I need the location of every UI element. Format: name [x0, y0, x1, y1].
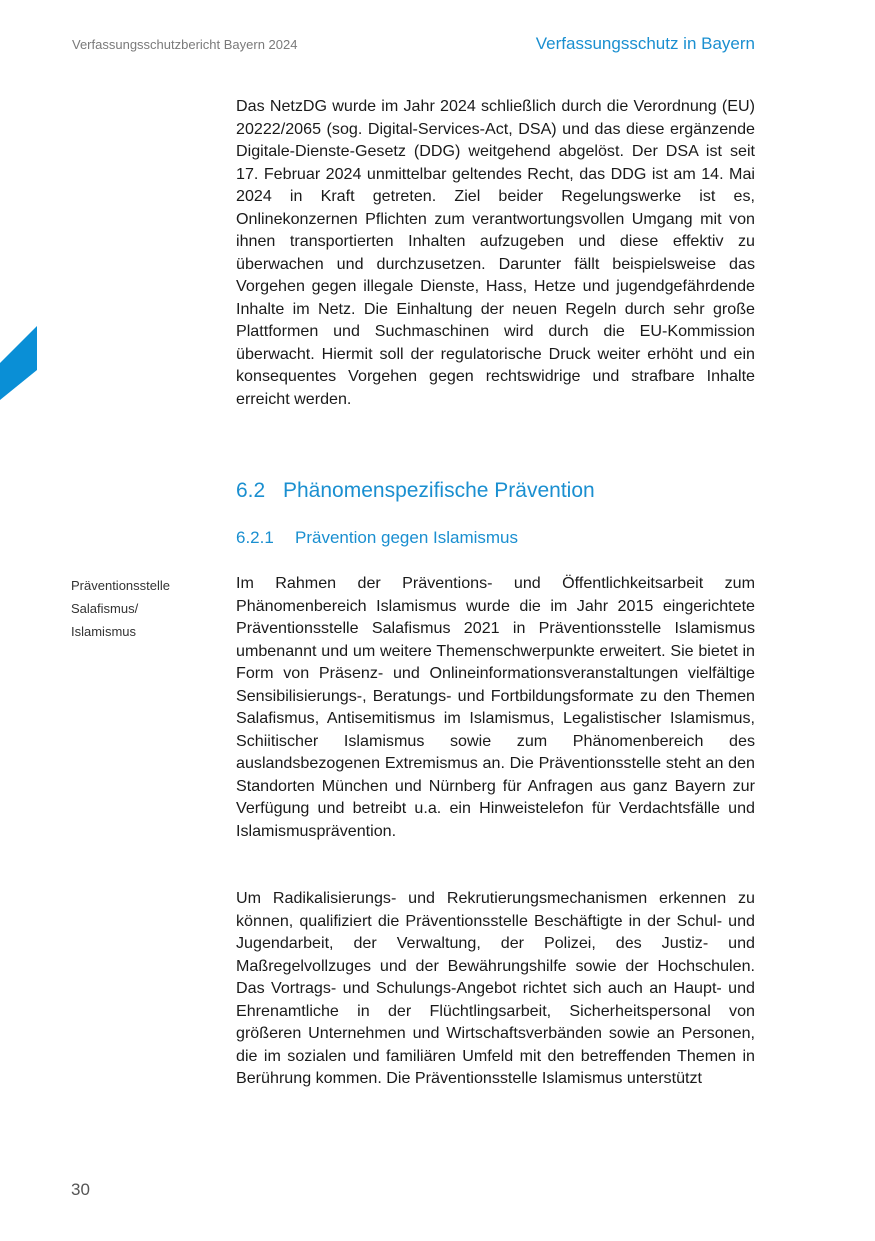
chapter-tab-marker	[0, 326, 37, 400]
page-number: 30	[71, 1180, 90, 1199]
paragraph-netzdg: Das NetzDG wurde im Jahr 2024 schließlich durch die Verordnung (EU) 20222/2065 (sog. Digital-Services-Act, DSA) und das diese ergänzende Digitale-Dienste-Gesetz (DDG) weitgehend abgelöst. Der DSA ist seit 17. Februar 2024 unmittelbar geltendes Recht, das DDG ist am 14. Mai 2024 in Kraft getreten. Ziel beider Regelungswerke ist es, Onlinekonzernen Pflichten zum verantwortungsvollen Umgang mit von ihnen transportierten Inhalten aufzugeben und diese effektiv zu überwachen und durchzusetzen. Darunter fällt beispielsweise das Vorgehen gegen illegale Dienste, Hass, Hetze und jugendgefährdende Inhalte im Netz. Die Einhaltung der neuen Regeln durch sehr große Plattformen und Suchmaschinen wird durch die EU-Kommission überwacht. Hiermit soll der regulatorische Druck weiter erhöht und ein konsequentes Vorgehen gegen rechtswidrige und strafbare Inhalte erreicht werden.	[236, 97, 755, 408]
margin-note-line: Salafismus/	[71, 601, 139, 616]
margin-note-line: Präventionsstelle	[71, 578, 170, 593]
margin-note	[71, 574, 221, 643]
section-heading	[236, 479, 595, 503]
paragraph-praeventionsstelle: Im Rahmen der Präventions- und Öffentlichkeitsarbeit zum Phänomenbereich Islamismus wurde die im Jahr 2015 eingerichtete Präventionsstelle Salafismus 2021 in Präventionsstelle Islamismus umbenannt und um weitere Themenschwerpunkte erweitert. Sie bietet in Form von Präsenz- und Onlineinformationsveranstaltungen vielfältige Sensibilisierungs-, Beratungs- und Fortbildungsformate zu den Themen Salafismus, Antisemitismus im Islamismus, Legalistischer Islamismus, Schiitischer Islamismus sowie zum Phänomenbereich des auslandsbezogenen Extremismus an. Die Präventionsstelle steht an den Standorten München und Nürnberg für Anfragen aus ganz Bayern zur Verfügung und betreibt u.a. ein Hinweistelefon für Verdachtsfälle und Islamismusprävention.	[236, 574, 755, 840]
section-title: Phänomenspezifische Prävention	[283, 479, 595, 502]
chapter-tab-shape	[0, 326, 37, 400]
paragraph-radikalisierung: Um Radikalisierungs- und Rekrutierungsmechanismen erkennen zu können, qualifiziert die Präventionsstelle Beschäftigte in der Schul- und Jugendarbeit, der Verwaltung, der Polizei, des Justiz- und Maßregelvollzuges und der Bewährungshilfe sowie der Hochschulen. Das Vortrags- und Schulungs-Angebot richtet sich auch an Haupt- und Ehrenamtliche in der Flüchtlingsarbeit, Sicherheitspersonal von größeren Unternehmen und Wirtschaftsverbänden sowie an Personen, die im sozialen und familiären Umfeld mit den betreffenden Themen in Berührung kommen. Die Präventionsstelle Islamismus unterstützt	[236, 889, 755, 1087]
subsection-heading	[236, 528, 518, 548]
running-header-section-title: Verfassungsschutz in Bayern	[535, 34, 755, 53]
running-header-report-title: Verfassungsschutzbericht Bayern 2024	[72, 37, 298, 52]
subsection-number: 6.2.1	[236, 528, 274, 547]
margin-note-line: Islamismus	[71, 624, 137, 639]
subsection-title: Prävention gegen Islamismus	[295, 528, 519, 547]
section-number: 6.2	[236, 479, 266, 502]
